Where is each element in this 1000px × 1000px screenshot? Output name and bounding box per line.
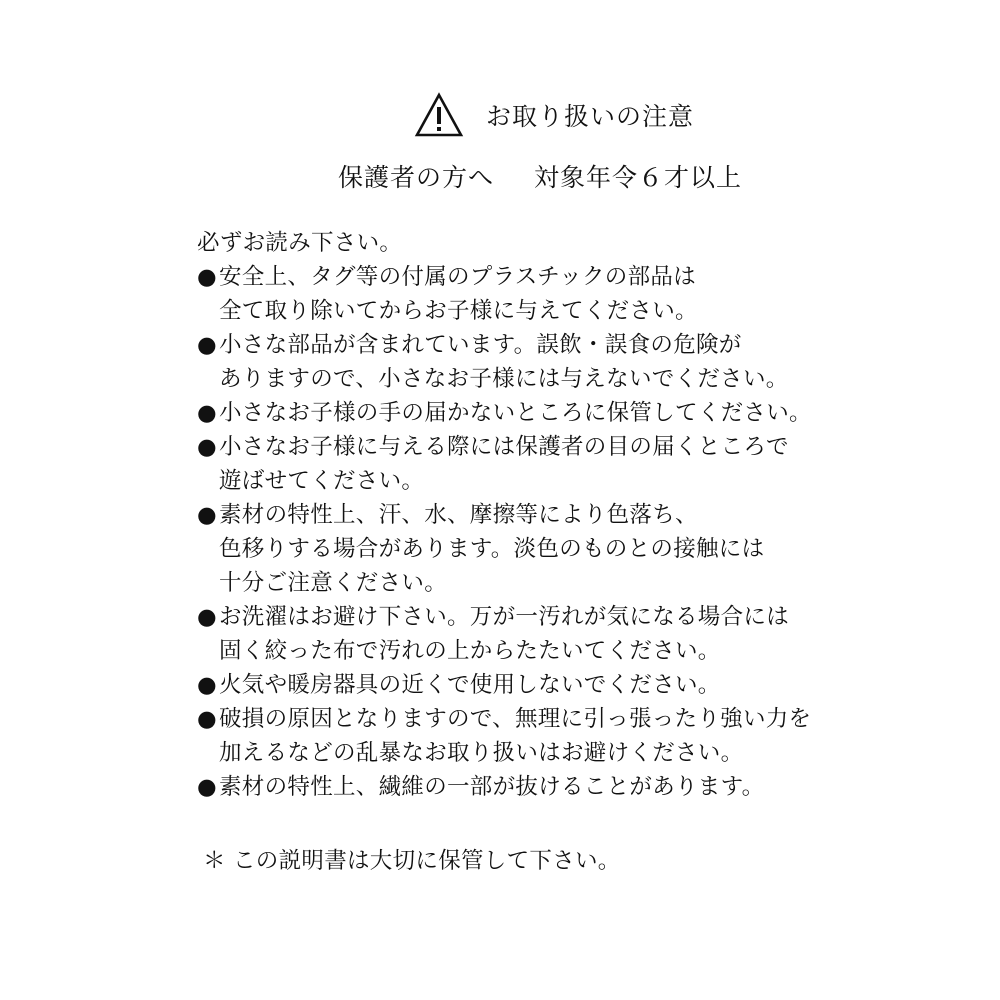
caution-item — [197, 668, 897, 702]
caution-line: 固く絞った布で汚れの上からたたいてください。 — [219, 638, 721, 664]
caution-line: ありますので、小さなお子様には与えないでください。 — [219, 366, 789, 392]
bullet-icon: ● — [197, 434, 217, 460]
caution-item — [197, 328, 897, 396]
caution-line: 小さな部品が含まれています。誤飲・誤食の危険が — [219, 332, 742, 358]
caution-line: 小さなお子様に与える際には保護者の目の届くところで — [219, 434, 789, 460]
bullet-icon: ● — [197, 332, 217, 358]
intro-text: 必ずお読み下さい。 — [197, 230, 403, 256]
caution-item — [197, 770, 897, 804]
notice-body — [197, 226, 897, 804]
caution-line: 安全上、タグ等の付属のプラスチックの部品は — [219, 264, 697, 290]
bullet-icon: ● — [197, 706, 217, 732]
notice-subtitle — [338, 158, 742, 194]
caution-line: 遊ばせてください。 — [219, 468, 425, 494]
caution-item — [197, 600, 897, 668]
caution-line: 破損の原因となりますので、無理に引っ張ったり強い力を — [219, 706, 812, 732]
age-target-label: 対象年令６才以上 — [534, 163, 743, 192]
caution-line: 全て取り除いてからお子様に与えてください。 — [219, 298, 698, 324]
notice-header — [414, 90, 694, 140]
caution-item — [197, 396, 897, 430]
footnote-text: この説明書は大切に保管して下さい。 — [233, 848, 621, 874]
bullet-icon: ● — [197, 604, 217, 630]
bullet-icon: ● — [197, 672, 217, 698]
caution-item — [197, 260, 897, 328]
warning-triangle-icon — [414, 92, 464, 138]
bullet-icon: ● — [197, 774, 217, 800]
caution-line: 小さなお子様の手の届かないところに保管してください。 — [219, 400, 812, 426]
notice-title: お取り扱いの注意 — [486, 102, 695, 131]
bullet-icon: ● — [197, 502, 217, 528]
bullet-icon: ● — [197, 264, 217, 290]
caution-line: 素材の特性上、汗、水、摩擦等により色落ち、 — [219, 502, 698, 528]
caution-item — [197, 498, 897, 600]
caution-line: お洗濯はお避け下さい。万が一汚れが気になる場合には — [219, 604, 790, 630]
bullet-icon: ● — [197, 400, 217, 426]
caution-line: 素材の特性上、繊維の一部が抜けることがあります。 — [219, 774, 765, 800]
asterisk-icon: ＊ — [203, 848, 226, 874]
caution-line: 色移りする場合があります。淡色のものとの接触には — [219, 536, 765, 562]
caution-item — [197, 430, 897, 498]
caution-line: 火気や暖房器具の近くで使用しないでください。 — [219, 672, 721, 698]
footnote — [203, 843, 621, 875]
guardian-label: 保護者の方へ — [338, 163, 495, 192]
caution-line: 加えるなどの乱暴なお取り扱いはお避けください。 — [219, 740, 744, 766]
caution-line: 十分ご注意ください。 — [219, 570, 448, 596]
caution-item — [197, 702, 897, 770]
